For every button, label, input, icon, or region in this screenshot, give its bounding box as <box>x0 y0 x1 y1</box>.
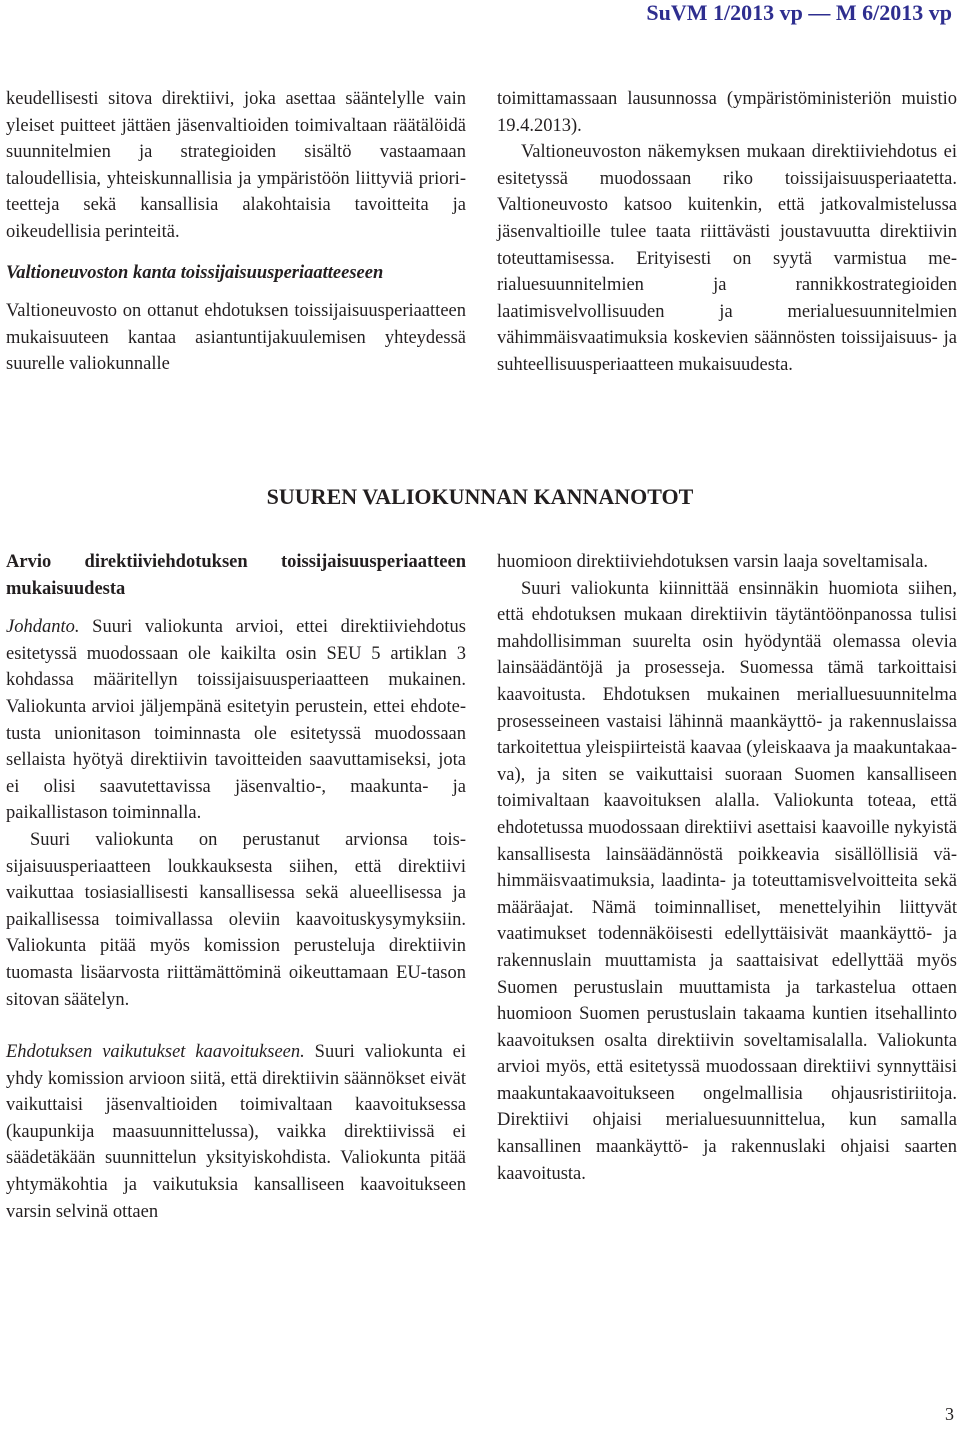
runin-heading: Johdanto. <box>6 617 80 638</box>
paragraph: Suuri valiokunta kiinnittää ensinnäkin huomiota siihen, että ehdotuksen mukaan direktiivin täytäntöönpanossa tulisi mahdollisimman suurelta osin hyödyntää olemassa olevia lainsäädäntöjä ja prosesseja. Suomessa tämä tarkoittaisi kaavoitusta. Ehdotuksen mukainen merialluesuunnitelma prosesseineen vastaisi lähinnä maankäyttö- ja rakennuslaissa tarkoitettua yleispiirteistä kaavaa (yleiskaava ja maakuntakaava), ja siten se vaikuttaisi suoraan Suomen kansalliseen toimivaltaan kaavoituksen alalla. Valiokunta toteaa, että ehdotetussa muodossaan direktiivi asettaisi kaavoille nykyistä kansallisesta lainsäädännöstä poikkeavia sisällöllisiä vähimmäisvaatimuksia, laadinta- ja toteuttamisvelvoitteita sekä määräajat. Nämä toiminnalliset, menettelyihin liittyvät vaatimukset todennäköisesti edellyttäisivät maankäyttö- ja rakennuslain muuttamista ja saattaisivat edellyttää myös Suomen perustuslain muuttamista ja tarkastelua ottaen huomioon Suomen perustuslain takaama kuntien itsehallinto kaavoituksen osalta direktiivin soveltamisalalla. Valiokunta arvioi myös, että esitetyssä muodossaan direktiivi synnyttäisi maakuntakaavoitukseen ongelmallisia ohjausristiriitoja. Direktiivi ohjaisi merialuesuunnittelua, kun samalla kansallinen maankäyttö- ja rakennuslaki ohjaisi saarten kaavoitusta. <box>497 578 957 1184</box>
section-heading: Arvio direktiiviehdotuksen toissijaisuusperiaatteen mukaisuudesta <box>6 552 466 599</box>
paragraph: Valtioneuvosto on ottanut ehdotuksen toissijaisuusperiaatteen mukaisuuteen kantaa asiantuntijakuulemisen yhteydessä suurelle valiokunnalle <box>6 301 466 375</box>
paragraph: Valtioneuvoston näkemyksen mukaan direktiiviehdotus ei esitetyssä muodossaan riko toissijaisuusperiaatetta. Valtioneuvosto katsoo kuitenkin, että jatkovalmistelussa jäsenvaltioille tulee taata riittävästi joustavuutta direktiivin toteuttamisessa. Erityisesti on syytä varmistua merialuesuunnitelmien ja rannikkostrategioiden laatimisvelvollisuuden ja merialuesuunnitelmien vähimmäisvaatimuksia koskevien säännösten toissijaisuus- ja suhteellisuusperiaatteen mukaisuudesta. <box>497 142 957 375</box>
bottom-left-column <box>6 549 466 1225</box>
paragraph: huomioon direktiiviehdotuksen varsin laaja soveltamisala. <box>497 552 929 572</box>
runin-heading: Ehdotuksen vaikutukset kaavoitukseen. <box>6 1042 305 1063</box>
paragraph-text: Suuri valiokunta arvioi, ettei direktiiviehdotus esitetyssä muodossaan ole kaikilta osin SEU 5 artiklan 3 kohdassa määritellyn toissijaisuusperiaatteen mukainen. Valiokunta arvioi jäljempänä esitetyin perustein, ettei ehdotetusta unionitason toiminnasta ole esitetyssä muodossaan sellaista hyötyä direktiivin tavoitteiden saavuttamiseksi, jota ei olisi saavutettavissa jäsenvaltio-, maakunta- ja paikallistason toiminnalla. <box>6 617 466 824</box>
paragraph: Suuri valiokunta on perustanut arvionsa toissijaisuusperiaatteen loukkauksesta siihen, että direktiivi vaikuttaa tosiasiallisesti kansallisessa sekä alueellisessa ja paikallisessa toimivallassa oleviin kaavoituskysymyksiin. Valiokunta pitää myös komission perusteluja direktiivin tuomasta lisäarvosta riittämättöminä oikeuttamaan EU-tason sitovan säätelyn. <box>6 829 466 1010</box>
paragraph: toimittamassaan lausunnossa (ympäristöministeriön muistio 19.4.2013). <box>497 89 957 136</box>
running-head: SuVM 1/2013 vp — M 6/2013 vp <box>646 0 952 25</box>
paragraph: keudellisesti sitova direktiivi, joka asettaa sääntelylle vain yleiset puitteet jättäen jäsenvaltioiden toimivaltaan räätälöidä suunnitelmien ja strategioiden sisältö vastaamaan taloudellisia, yhteiskunnallisia ja ympäristöön liittyviä prioriteetteja sekä kansallisia alakohtaisia tavoitteita ja oikeudellisia perinteitä. <box>6 89 466 242</box>
bottom-right-column <box>497 549 957 1187</box>
paragraph-text: Suuri valiokunta ei yhdy komission arvioon siitä, että direktiivin säännökset eivät vaikuttaisi jäsenvaltioiden toimivaltaan kaavoituksessa (kaupunkija maasuunnittelussa), vaikka direktiivissä ei säädetäkään suunnittelun yksityiskohdista. Valiokunta pitää yhtymäkohtia ja vaikutuksia kansalliseen kaavoitukseen varsin selvinä ottaen <box>6 1042 466 1222</box>
section-title: SUUREN VALIOKUNNAN KANNANOTOT <box>266 484 694 509</box>
paragraph <box>6 1039 466 1225</box>
page-number: 3 <box>945 1404 954 1424</box>
paragraph <box>6 614 466 827</box>
subheading: Valtioneuvoston kanta toissijaisuusperiaatteeseen <box>6 262 384 283</box>
top-left-column <box>6 86 466 378</box>
top-right-column <box>497 86 957 379</box>
